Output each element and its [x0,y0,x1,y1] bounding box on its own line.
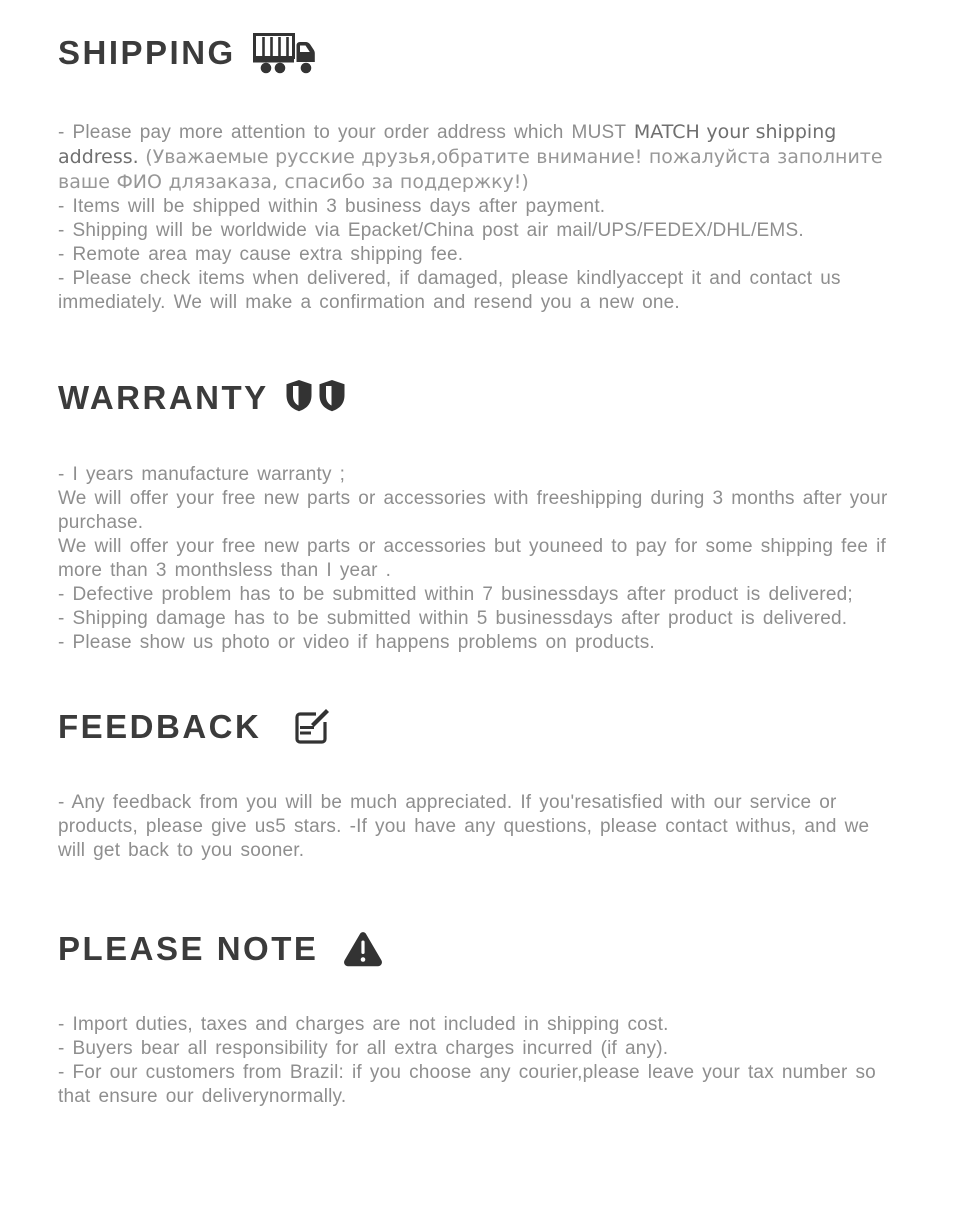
shipping-section-header [58,30,902,76]
shipping-line: - Shipping will be worldwide via Epacket/China post air mail/UPS/FEDEX/DHL/EMS. [58,220,804,241]
shipping-line: - Remote area may cause extra shipping fee. [58,244,464,265]
warning-triangle-icon [342,930,384,968]
please-note-body [58,1013,902,1109]
shipping-russian-note: (Уважаемые русские друзья,обратите внимание! пожалуйста заполните ваше ФИО длязаказа, спасибо за поддержку!) [58,146,883,193]
feedback-section-header [58,704,902,750]
truck-icon [252,31,316,75]
shipping-line: - Items will be shipped within 3 business days after payment. [58,196,606,217]
note-line: - For our customers from Brazil: if you choose any courier,please leave your tax number so that ensure our deliverynormally. [58,1062,876,1107]
please-note-section-header [58,926,902,972]
feedback-body [58,791,902,863]
shipping-line-address: - Please pay more attention to your order address which MUST MATCH your shipping address. (Уважаемые русские друзья,обратите внимание! пожалуйста заполните ваше ФИО длязаказа, спасибо за поддержку!) [58,121,883,193]
warranty-line: We will offer your free new parts or accessories but youneed to pay for some shipping fee if more than 3 monthsless than I year . [58,536,886,581]
warranty-line: - Shipping damage has to be submitted within 5 businessdays after product is delivered. [58,608,848,629]
warranty-line: - Defective problem has to be submitted within 7 businessdays after product is delivered; [58,584,853,605]
note-line: - Buyers bear all responsibility for all extra charges incurred (if any). [58,1038,669,1059]
shipping-title: SHIPPING [58,34,236,71]
shipping-address-emphasis: MATCH your shipping address. [58,121,837,168]
feedback-line: - Any feedback from you will be much appreciated. If you'resatisfied with our service or products, please give us5 stars. -If you have any questions, please contact withus, and we will get back to you sooner. [58,792,870,861]
feedback-title: FEEDBACK [58,708,262,745]
shipping-body [58,120,902,315]
note-line: - Import duties, taxes and charges are not included in shipping cost. [58,1014,669,1035]
warranty-line: We will offer your free new parts or accessories with freeshipping during 3 months after your purchase. [58,488,888,533]
warranty-body [58,463,902,655]
warranty-section-header [58,375,902,421]
warranty-title: WARRANTY [58,379,269,416]
shield-pair-icon [285,377,347,419]
shipping-line: - Please check items when delivered, if damaged, please kindlyaccept it and contact us immediately. We will make a confirmation and resend you a new one. [58,268,841,313]
please-note-title: PLEASE NOTE [58,930,319,967]
warranty-line: - I years manufacture warranty ; [58,464,346,485]
warranty-line: - Please show us photo or video if happens problems on products. [58,632,655,653]
edit-note-icon [291,706,333,748]
